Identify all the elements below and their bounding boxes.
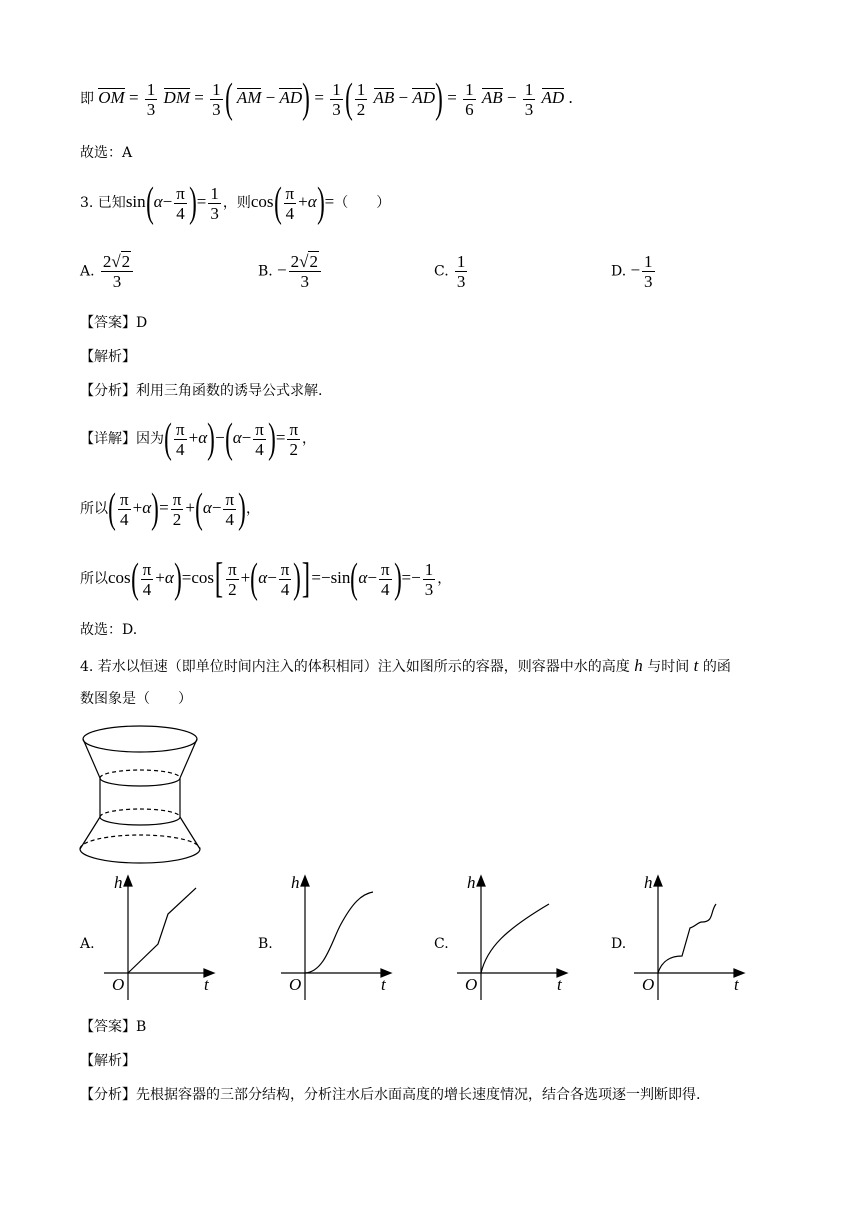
- frac-1-3: $\frac{1}{3}$: [146, 79, 156, 119]
- detail-label: 【详解】因为: [80, 430, 164, 447]
- alpha: α: [258, 567, 268, 587]
- vec-dm: DM: [163, 87, 190, 107]
- eq: =: [401, 567, 412, 587]
- paren: ): [293, 556, 302, 602]
- frac-pi-4: $\frac{\pi}{4}$: [142, 559, 152, 599]
- paren: ): [302, 76, 311, 122]
- frac-1-3: $\frac{1}{3}$: [212, 79, 221, 119]
- paren: ): [316, 180, 325, 226]
- minus: −: [277, 260, 287, 280]
- paren: (: [108, 486, 116, 532]
- q3-so-line-2: [80, 558, 451, 600]
- axis-t: t: [557, 975, 562, 994]
- q3-mid: ，则: [222, 194, 251, 211]
- frac-1-3: $\frac{1}{3}$: [424, 559, 434, 599]
- q4-option-b-label: B.: [258, 936, 273, 952]
- paren: (: [224, 76, 233, 122]
- plus: +: [240, 567, 251, 587]
- var-t: t: [693, 656, 699, 675]
- alpha: α: [198, 427, 208, 447]
- q3-answer: 【答案】D: [80, 315, 148, 331]
- frac-2sqrt2-3: $\frac{2√2}{3}$: [289, 252, 321, 291]
- paren: ): [207, 416, 215, 462]
- paren: (: [130, 556, 139, 602]
- paren: ): [173, 556, 182, 602]
- curve-a: [128, 888, 196, 973]
- frac-pi-2: $\frac{\pi}{2}$: [228, 559, 237, 599]
- cos: cos: [108, 567, 131, 587]
- minus: −: [241, 427, 252, 447]
- top-cone-right: [180, 739, 197, 778]
- eq: =: [314, 87, 324, 107]
- so-label: 所以: [80, 500, 108, 517]
- lower-ellipse-front: [100, 817, 180, 825]
- eq: =: [159, 497, 169, 517]
- container-figure: [76, 722, 204, 867]
- paren: ): [188, 180, 197, 226]
- q4-stem-line-2: 数图象是（ ）: [80, 691, 192, 707]
- origin: O: [642, 975, 655, 994]
- graph-b: [277, 872, 397, 1002]
- vec-ad: AD: [412, 87, 436, 107]
- minus: −: [267, 567, 277, 587]
- axis-t: t: [734, 975, 739, 994]
- eq: =: [447, 87, 457, 107]
- q4-option-d-label: D.: [611, 936, 627, 952]
- frac-pi-4: $\frac{\pi}{4}$: [380, 559, 390, 599]
- paren: (: [273, 180, 282, 226]
- graph-d: [630, 872, 750, 1002]
- minus: −: [630, 260, 641, 280]
- axis-t: t: [204, 975, 209, 994]
- eq: =: [324, 191, 335, 211]
- frac-1-3: $\frac{1}{3}$: [644, 252, 653, 291]
- sin: sin: [330, 567, 351, 587]
- q4-end: 的函: [702, 659, 731, 675]
- minus: −: [320, 567, 331, 587]
- paren: (: [350, 556, 359, 602]
- origin: O: [289, 975, 302, 994]
- frac-pi-4: $\frac{\pi}{4}$: [176, 419, 185, 459]
- minus: −: [367, 567, 377, 587]
- frac-pi-2: $\frac{\pi}{2}$: [172, 489, 182, 529]
- paren: ): [435, 76, 443, 122]
- frac-1-3: $\frac{1}{3}$: [210, 183, 219, 223]
- frac-1-2: $\frac{1}{2}$: [356, 79, 366, 119]
- frac-pi-4: $\frac{\pi}{4}$: [255, 419, 264, 459]
- q4-text1: 4. 若水以恒速（即单位时间内注入的体积相同）注入如图所示的容器，则容器中水的高度: [80, 659, 630, 675]
- option-label: A.: [80, 263, 95, 280]
- vec-ab: AB: [481, 87, 503, 107]
- paren: (: [145, 180, 154, 226]
- q4-mid: 与时间: [647, 659, 690, 675]
- plus: +: [298, 191, 308, 211]
- vec-om: OM: [98, 87, 125, 107]
- frac-1-6: $\frac{1}{6}$: [465, 79, 474, 119]
- axis-h: h: [291, 873, 300, 892]
- option-label: B.: [258, 263, 273, 280]
- option-label: C.: [434, 263, 449, 280]
- vec-am: AM: [236, 87, 262, 107]
- frac-pi-2: $\frac{\pi}{2}$: [289, 419, 299, 459]
- q3-num: 3. 已知: [80, 194, 126, 211]
- plus: +: [132, 497, 143, 517]
- q3-option-c: [434, 252, 469, 291]
- upper-ellipse-front: [100, 778, 180, 786]
- frac-pi-4: $\frac{\pi}{4}$: [225, 489, 235, 529]
- q4-answer: 【答案】B: [80, 1019, 147, 1035]
- curve-d: [658, 904, 716, 973]
- vec-ab: AB: [373, 87, 395, 107]
- minus: −: [398, 87, 409, 107]
- top-rim: [83, 726, 197, 752]
- paren: (: [224, 416, 233, 462]
- frac-1-3: $\frac{1}{3}$: [524, 79, 534, 119]
- q4-option-a-label: A.: [80, 936, 95, 952]
- bracket: [: [214, 556, 224, 602]
- q4-analysis-label: 【解析】: [80, 1053, 136, 1069]
- curve-c: [481, 904, 549, 973]
- q4-fenxi: 【分析】先根据容器的三部分结构，分析注水后水面高度的增长速度情况，结合各选项逐一判断即得.: [80, 1087, 701, 1103]
- q3-option-b: [258, 252, 323, 291]
- q2-choice: 故选：A: [80, 145, 133, 161]
- paren: ): [238, 486, 246, 532]
- var-h: h: [634, 656, 643, 675]
- alpha: α: [307, 191, 317, 211]
- vector-equation-line: [80, 78, 573, 120]
- curve-b: [305, 892, 373, 973]
- frac-pi-4: $\frac{\pi}{4}$: [120, 489, 129, 529]
- paren: (: [195, 486, 203, 532]
- sin: sin: [125, 191, 146, 211]
- so-label: 所以: [80, 570, 108, 587]
- plus: +: [188, 427, 199, 447]
- q3-choice: 故选：D.: [80, 622, 138, 638]
- plus: +: [155, 567, 165, 587]
- graph-a: [100, 872, 220, 1002]
- lower-ellipse-back: [100, 809, 180, 817]
- axis-t: t: [381, 975, 386, 994]
- q3-tail: （ ）: [334, 194, 391, 211]
- frac-1-3: $\frac{1}{3}$: [332, 79, 341, 119]
- bracket: ]: [302, 556, 311, 602]
- vec-ad: AD: [279, 87, 303, 107]
- paren: ): [267, 416, 276, 462]
- frac-pi-4: $\frac{\pi}{4}$: [176, 183, 185, 223]
- eq: =: [181, 567, 192, 587]
- frac-1-3: $\frac{1}{3}$: [456, 252, 466, 291]
- minus: −: [211, 497, 222, 517]
- graph-c: [453, 872, 573, 1002]
- period: .: [568, 87, 573, 107]
- upper-ellipse-back: [100, 770, 180, 778]
- alpha: α: [164, 567, 174, 587]
- bottom-cone-left: [80, 817, 100, 849]
- minus: −: [411, 567, 421, 587]
- frac-pi-4: $\frac{\pi}{4}$: [280, 559, 290, 599]
- vec-ad: AD: [541, 87, 565, 107]
- top-cone-left: [83, 739, 100, 778]
- minus: −: [162, 191, 173, 211]
- q3-option-d: [611, 252, 657, 291]
- cos: cos: [250, 191, 274, 211]
- option-label: D.: [611, 263, 627, 280]
- alpha: α: [358, 567, 368, 587]
- q3-fenxi: 【分析】利用三角函数的诱导公式求解.: [80, 383, 323, 399]
- eq: =: [128, 87, 139, 107]
- alpha: α: [142, 497, 152, 517]
- alpha: α: [232, 427, 242, 447]
- paren: ): [393, 556, 402, 602]
- q3-stem: [80, 182, 390, 224]
- axis-h: h: [644, 873, 653, 892]
- comma: ，: [246, 500, 261, 517]
- minus: −: [265, 87, 276, 107]
- q3-analysis-label: 【解析】: [80, 349, 136, 365]
- alpha: α: [153, 191, 163, 211]
- minus: −: [506, 87, 517, 107]
- axis-h: h: [114, 873, 123, 892]
- comma: ，: [437, 570, 452, 587]
- paren: ): [151, 486, 159, 532]
- minus: −: [215, 427, 225, 447]
- alpha: α: [202, 497, 212, 517]
- frac-pi-4: $\frac{\pi}{4}$: [285, 183, 295, 223]
- eq: =: [194, 87, 204, 107]
- origin: O: [112, 975, 125, 994]
- eq: =: [275, 427, 286, 447]
- base-front: [80, 849, 200, 863]
- cos: cos: [191, 567, 215, 587]
- q3-option-a: [80, 252, 135, 291]
- q3-detail-line: [80, 418, 316, 460]
- q3-so-line-1: [80, 488, 260, 530]
- q4-stem-line-1: [80, 656, 731, 677]
- frac-2sqrt2-3: $\frac{2√2}{3}$: [101, 252, 133, 291]
- paren: (: [164, 416, 172, 462]
- paren: (: [344, 76, 353, 122]
- eq: =: [311, 567, 321, 587]
- axis-h: h: [467, 873, 476, 892]
- q4-option-c-label: C.: [434, 936, 449, 952]
- plus: +: [185, 497, 195, 517]
- comma: ，: [302, 430, 317, 447]
- base-back: [80, 835, 200, 849]
- paren: (: [250, 556, 259, 602]
- prefix-ji: 即: [80, 90, 94, 107]
- origin: O: [465, 975, 478, 994]
- eq: =: [196, 191, 207, 211]
